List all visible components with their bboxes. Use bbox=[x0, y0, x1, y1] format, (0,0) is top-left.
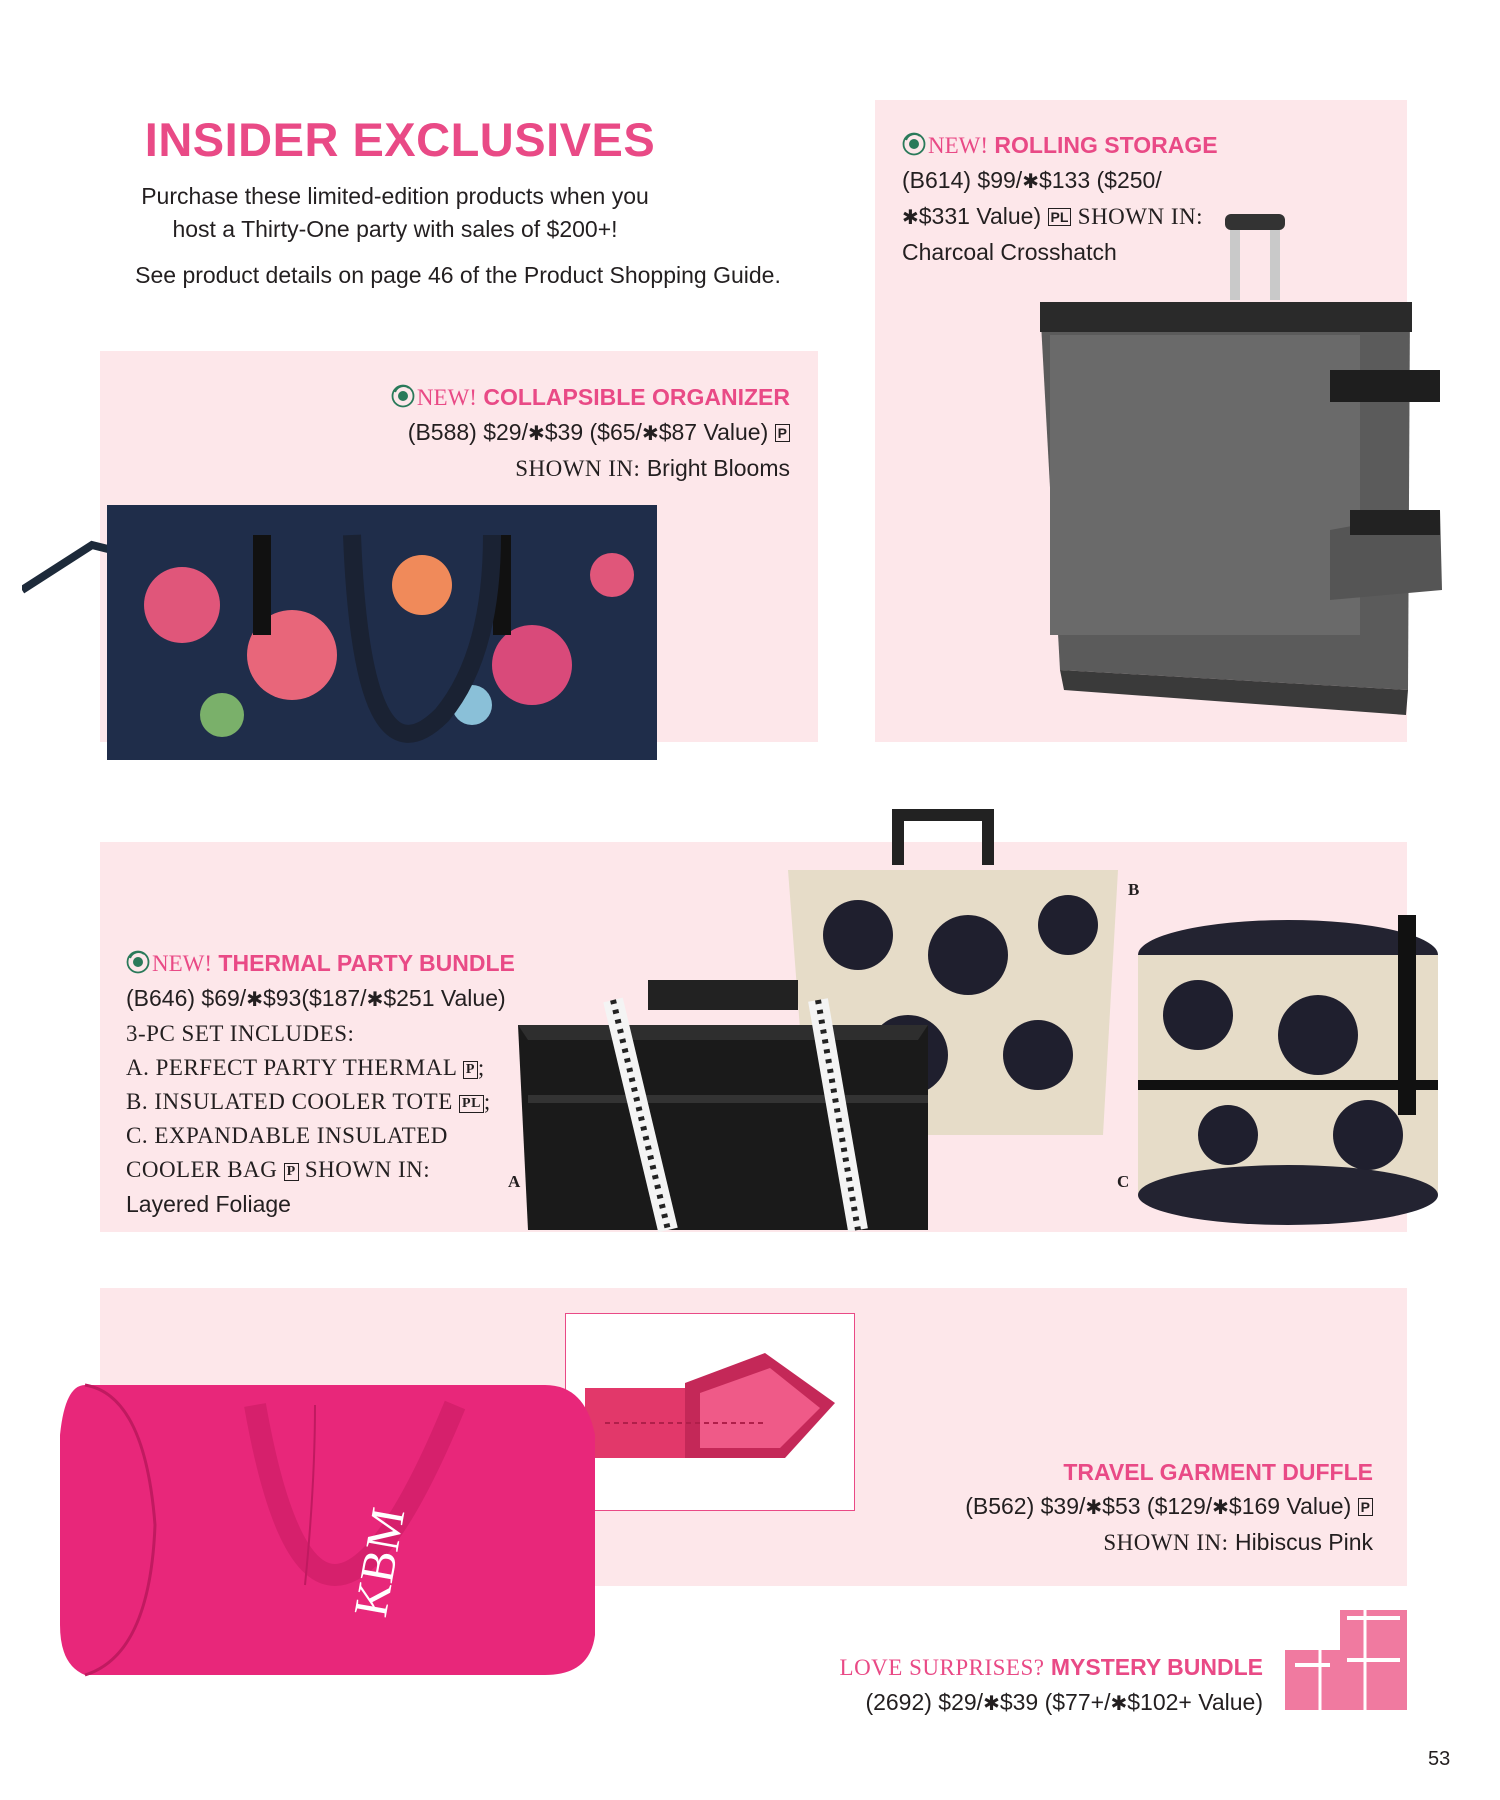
set-includes: 3-PC SET INCLUDES: bbox=[126, 1021, 355, 1046]
price-part-2: $53 ($129/ bbox=[1102, 1493, 1213, 1519]
p-badge: P bbox=[775, 424, 790, 442]
expandable-cooler-image bbox=[1128, 915, 1448, 1235]
intro-text bbox=[95, 180, 695, 246]
pl-badge: PL bbox=[459, 1095, 484, 1113]
page-title: INSIDER EXCLUSIVES bbox=[144, 113, 656, 166]
shown-in-label: SHOWN IN: bbox=[1077, 204, 1204, 229]
item-c-line-2: COOLER BAG bbox=[126, 1157, 278, 1182]
price-part-1: (B646) $69/ bbox=[126, 985, 247, 1011]
product-name: THERMAL PARTY BUNDLE bbox=[218, 950, 515, 976]
price-part-2: $93($187/ bbox=[262, 985, 367, 1011]
item-c-line-1: C. EXPANDABLE INSULATED bbox=[126, 1123, 448, 1148]
product-name: MYSTERY BUNDLE bbox=[1050, 1654, 1263, 1680]
shown-in-label: SHOWN IN: bbox=[304, 1157, 431, 1182]
maple-leaf-icon: ✱ bbox=[1110, 1693, 1128, 1715]
product-name: COLLAPSIBLE ORGANIZER bbox=[483, 384, 790, 410]
maple-leaf-icon: ✱ bbox=[983, 1693, 1000, 1715]
item-b: B. INSULATED COOLER TOTE bbox=[126, 1089, 453, 1114]
pl-badge: PL bbox=[1048, 208, 1072, 226]
product-name: TRAVEL GARMENT DUFFLE bbox=[1063, 1459, 1373, 1485]
maple-leaf-icon: ✱ bbox=[641, 423, 659, 445]
maple-leaf-icon: ✱ bbox=[1212, 1497, 1229, 1519]
shown-in-value: Hibiscus Pink bbox=[1234, 1529, 1373, 1555]
price-part-1: (2692) $29/ bbox=[865, 1689, 984, 1715]
shown-in-label: SHOWN IN: bbox=[1103, 1530, 1229, 1555]
maple-leaf-icon: ✱ bbox=[366, 989, 384, 1011]
intro-line-1: Purchase these limited-edition products when you bbox=[141, 183, 649, 209]
maple-leaf-icon: ✱ bbox=[902, 207, 919, 229]
intro-line-2: host a Thirty-One party with sales of $200+! bbox=[172, 216, 618, 242]
recycle-new-icon bbox=[902, 132, 926, 156]
shown-in-value: Layered Foliage bbox=[126, 1191, 291, 1217]
collapsible-organizer-image bbox=[22, 495, 662, 805]
details-note: See product details on page 46 of the Product Shopping Guide. bbox=[135, 262, 781, 288]
price-line-1b: $133 ($250/ bbox=[1038, 167, 1162, 193]
price-part-3: $87 Value) bbox=[658, 419, 769, 445]
mystery-prefix: LOVE SURPRISES? bbox=[839, 1655, 1045, 1680]
shown-in-label: SHOWN IN: bbox=[515, 456, 641, 481]
duffle-info bbox=[870, 1455, 1373, 1560]
new-label: NEW! bbox=[152, 951, 213, 976]
recycle-new-icon bbox=[391, 384, 415, 408]
maple-leaf-icon: ✱ bbox=[246, 989, 263, 1011]
thermal-bundle-info: NEW! THERMAL PARTY BUNDLE (B646) $69/✱$93($187/✱$251 Value) 3-PC SET INCLUDES: A. PERFECT PARTY THERMAL P ; B. INSULATED COOLER TOTE PL ; C. EXPANDABLE INSULATED COOLER BAG P SHOWN IN: Layered Foliage bbox=[126, 946, 586, 1221]
duffle-monogram: KBM bbox=[344, 1503, 416, 1621]
party-thermal-image bbox=[518, 980, 938, 1250]
rolling-storage-image bbox=[1030, 210, 1445, 735]
label-c: C bbox=[1117, 1172, 1130, 1191]
price-part-1: (B588) $29/ bbox=[407, 419, 528, 445]
collapsible-organizer-info bbox=[330, 380, 790, 486]
p-badge: P bbox=[284, 1163, 299, 1181]
maple-leaf-icon: ✱ bbox=[1022, 171, 1039, 193]
price-part-3: $102+ Value) bbox=[1127, 1689, 1263, 1715]
item-a: A. PERFECT PARTY THERMAL bbox=[126, 1055, 457, 1080]
price-line-1: (B614) $99/ bbox=[902, 167, 1023, 193]
p-badge: P bbox=[463, 1061, 478, 1079]
page-number: 53 bbox=[1428, 1748, 1451, 1770]
price-part-2: $39 ($77+/ bbox=[999, 1689, 1111, 1715]
price-part-3: $251 Value) bbox=[383, 985, 506, 1011]
new-label: NEW! bbox=[928, 133, 989, 158]
price-line-2: $331 Value) bbox=[918, 203, 1042, 229]
maple-leaf-icon: ✱ bbox=[527, 423, 545, 445]
label-b: B bbox=[1128, 880, 1140, 899]
shown-in-value: Bright Blooms bbox=[646, 455, 790, 481]
maple-leaf-icon: ✱ bbox=[1085, 1497, 1103, 1519]
garment-duffle-image bbox=[55, 1365, 615, 1685]
new-label: NEW! bbox=[416, 385, 477, 410]
product-name: ROLLING STORAGE bbox=[994, 132, 1218, 158]
shown-in-value: Charcoal Crosshatch bbox=[902, 239, 1117, 265]
p-badge: P bbox=[1358, 1498, 1373, 1516]
mystery-bundle-info bbox=[780, 1650, 1263, 1721]
mystery-bags-icon bbox=[1285, 1610, 1407, 1710]
price-part-2: $39 ($65/ bbox=[544, 419, 642, 445]
recycle-new-icon bbox=[126, 950, 150, 974]
price-part-3: $169 Value) bbox=[1228, 1493, 1352, 1519]
label-a: A bbox=[508, 1172, 521, 1191]
price-part-1: (B562) $39/ bbox=[965, 1493, 1086, 1519]
